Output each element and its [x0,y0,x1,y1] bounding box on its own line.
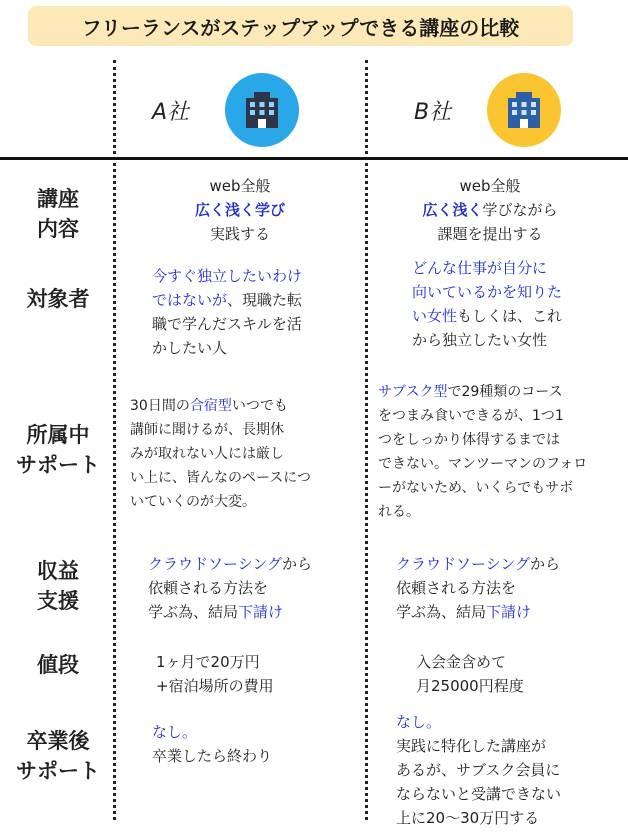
company-b-header [414,72,561,148]
column-divider-left [113,60,116,820]
office-building-icon [487,73,561,147]
row-label-support: 所属中 サポート [16,423,100,477]
cell-a-revenue: クラウドソーシングから 依頼される方法を 学ぶ為、結局下請け [148,555,313,621]
row-label-price: 値段 [37,653,79,677]
cell-b-revenue: クラウドソーシングから 依頼される方法を 学ぶ為、結局下請け [396,555,561,621]
row-label-target: 対象者 [26,287,90,311]
cell-a-support: 30日間の合宿型いつでも 講師に聞けるが、長期休 みが取れない人には厳し い上に、皆んなのペースにつ いていくのが大変。 [130,398,312,510]
page-title: フリーランスがステップアップできる講座の比較 [28,6,573,46]
cell-a-price: 1ヶ月で20万円 +宿泊場所の費用 [156,653,274,695]
column-divider-right [365,60,368,820]
company-a-header [152,72,299,148]
cell-b-target: どんな仕事が自分に 向いているかを知りた い女性もしくは、これ から独立したい女性 [412,259,563,349]
cell-b-price: 入会金含めて 月25000円程度 [416,653,524,695]
company-b-name: B社 [414,99,452,125]
row-label-after: 卒業後 サポート [16,729,100,783]
cell-b-content: web全般 広く浅く学びながら 課題を提出する [422,177,558,243]
cell-a-after: なし。 卒業したら終わり [152,723,273,765]
cell-b-support: サブスク型で29種類のコース をつまみ食いできるが、1つ1 つをしっかり体得するまでは できない。マンツーマンのフォロ ーがないため、いくらでもサボ れる。 [378,384,588,520]
cell-a-content: web全般 広く浅く学び 実践する [194,177,285,243]
cell-a-target: 今すぐ独立したいわけ ではないが、現職た転 職で学んだスキルを活 かしたい人 [152,267,303,357]
office-building-icon [225,73,299,147]
row-label-revenue: 収益 支援 [37,559,79,613]
company-a-name: A社 [152,99,190,125]
cell-b-after: なし。 実践に特化した講座が あるが、サブスク会員に ならないと受講できない 上に20〜30万円する [396,713,562,827]
header-divider [0,157,628,160]
row-label-content: 講座 内容 [37,187,79,241]
